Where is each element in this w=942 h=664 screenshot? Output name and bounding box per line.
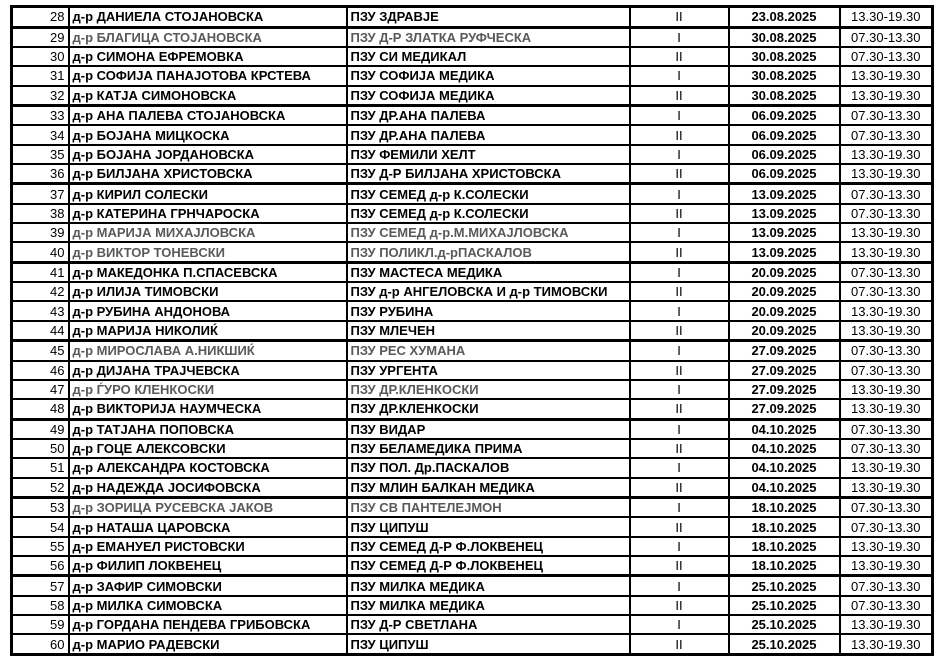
table-row: [12, 105, 933, 125]
doctor-name-cell: д-р БОЈАНА МИЦКОСКА: [69, 125, 347, 144]
doctor-name-cell: д-р ВИКТОР ТОНЕВСКИ: [69, 242, 347, 262]
doctor-name-cell: д-р БЛАГИЦА СТОЈАНОВСКА: [69, 27, 347, 47]
time-cell: 13.30-19.30: [840, 66, 933, 85]
row-number-cell: 47: [12, 380, 69, 399]
clinic-name-cell: ПЗУ СЕМЕД д-р.М.МИХАЈЛОВСКА: [347, 223, 630, 242]
row-number-cell: 53: [12, 498, 69, 518]
time-cell: 13.30-19.30: [840, 615, 933, 634]
row-number-cell: 36: [12, 164, 69, 184]
table-row: [12, 27, 933, 47]
date-cell: 04.10.2025: [729, 458, 840, 477]
date-cell: 13.09.2025: [729, 242, 840, 262]
clinic-name-cell: ПЗУ ВИДАР: [347, 419, 630, 439]
doctor-name-cell: д-р РУБИНА АНДОНОВА: [69, 301, 347, 320]
table-row: [12, 301, 933, 320]
date-cell: 30.08.2025: [729, 86, 840, 106]
doctor-name-cell: д-р БИЛЈАНА ХРИСТОВСКА: [69, 164, 347, 184]
date-cell: 18.10.2025: [729, 498, 840, 518]
table-row: [12, 164, 933, 184]
date-cell: 06.09.2025: [729, 125, 840, 144]
date-cell: 27.09.2025: [729, 341, 840, 361]
doctor-name-cell: д-р ДАНИЕЛА СТОЈАНОВСКА: [69, 7, 347, 28]
row-number-cell: 34: [12, 125, 69, 144]
time-cell: 07.30-13.30: [840, 125, 933, 144]
shift-cell: I: [630, 576, 729, 596]
time-cell: 07.30-13.30: [840, 576, 933, 596]
time-cell: 07.30-13.30: [840, 184, 933, 204]
time-cell: 13.30-19.30: [840, 164, 933, 184]
doctor-name-cell: д-р ГОЦЕ АЛЕКСОВСКИ: [69, 439, 347, 458]
table-row: [12, 66, 933, 85]
shift-cell: I: [630, 105, 729, 125]
clinic-name-cell: ПЗУ ДР.КЛЕНКОСКИ: [347, 399, 630, 419]
clinic-name-cell: ПЗУ СЕМЕД Д-Р Ф.ЛОКВЕНЕЦ: [347, 556, 630, 576]
table-row: [12, 556, 933, 576]
shift-cell: II: [630, 282, 729, 301]
shift-cell: I: [630, 498, 729, 518]
shift-cell: I: [630, 66, 729, 85]
shift-cell: I: [630, 301, 729, 320]
date-cell: 06.09.2025: [729, 164, 840, 184]
shift-cell: II: [630, 125, 729, 144]
time-cell: 13.30-19.30: [840, 223, 933, 242]
time-cell: 07.30-13.30: [840, 262, 933, 282]
shift-cell: II: [630, 439, 729, 458]
doctor-name-cell: д-р МИРОСЛАВА А.НИКШИЌ: [69, 341, 347, 361]
table-row: [12, 576, 933, 596]
shift-cell: II: [630, 596, 729, 615]
row-number-cell: 58: [12, 596, 69, 615]
date-cell: 13.09.2025: [729, 184, 840, 204]
table-row: [12, 439, 933, 458]
row-number-cell: 37: [12, 184, 69, 204]
date-cell: 06.09.2025: [729, 145, 840, 164]
doctor-name-cell: д-р АЛЕКСАНДРА КОСТОВСКА: [69, 458, 347, 477]
clinic-name-cell: ПЗУ ЦИПУШ: [347, 517, 630, 536]
clinic-name-cell: ПЗУ УРГЕНТА: [347, 361, 630, 380]
time-cell: 13.30-19.30: [840, 145, 933, 164]
date-cell: 20.09.2025: [729, 262, 840, 282]
shift-cell: II: [630, 47, 729, 66]
time-cell: 07.30-13.30: [840, 361, 933, 380]
time-cell: 07.30-13.30: [840, 204, 933, 223]
time-cell: 07.30-13.30: [840, 419, 933, 439]
doctor-name-cell: д-р БОЈАНА ЈОРДАНОВСКА: [69, 145, 347, 164]
row-number-cell: 40: [12, 242, 69, 262]
doctor-name-cell: д-р ЗАФИР СИМОВСКИ: [69, 576, 347, 596]
shift-cell: II: [630, 7, 729, 28]
time-cell: 13.30-19.30: [840, 86, 933, 106]
row-number-cell: 55: [12, 537, 69, 556]
doctor-name-cell: д-р ФИЛИП ЛОКВЕНЕЦ: [69, 556, 347, 576]
shift-cell: II: [630, 204, 729, 223]
row-number-cell: 49: [12, 419, 69, 439]
date-cell: 30.08.2025: [729, 27, 840, 47]
table-row: [12, 242, 933, 262]
doctor-name-cell: д-р МАКЕДОНКА П.СПАСЕВСКА: [69, 262, 347, 282]
doctor-name-cell: д-р КАТЈА СИМОНОВСКА: [69, 86, 347, 106]
clinic-name-cell: ПЗУ Д-Р БИЛЈАНА ХРИСТОВСКА: [347, 164, 630, 184]
row-number-cell: 50: [12, 439, 69, 458]
row-number-cell: 38: [12, 204, 69, 223]
clinic-name-cell: ПЗУ МЛЕЧЕН: [347, 321, 630, 341]
shift-cell: II: [630, 321, 729, 341]
doctor-name-cell: д-р СИМОНА ЕФРЕМОВКА: [69, 47, 347, 66]
time-cell: 07.30-13.30: [840, 498, 933, 518]
doctor-name-cell: д-р КИРИЛ СОЛЕСКИ: [69, 184, 347, 204]
doctor-name-cell: д-р ЗОРИЦА РУСЕВСКА ЈАКОВ: [69, 498, 347, 518]
time-cell: 13.30-19.30: [840, 458, 933, 477]
table-row: [12, 399, 933, 419]
row-number-cell: 28: [12, 7, 69, 28]
table-row: [12, 145, 933, 164]
shift-cell: I: [630, 27, 729, 47]
clinic-name-cell: ПЗУ Д-Р СВЕТЛАНА: [347, 615, 630, 634]
doctor-name-cell: д-р МАРИЈА МИХАЈЛОВСКА: [69, 223, 347, 242]
date-cell: 04.10.2025: [729, 439, 840, 458]
table-row: [12, 380, 933, 399]
row-number-cell: 51: [12, 458, 69, 477]
clinic-name-cell: ПЗУ ДР.АНА ПАЛЕВА: [347, 105, 630, 125]
shift-cell: II: [630, 634, 729, 654]
table-row: [12, 361, 933, 380]
table-row: [12, 537, 933, 556]
time-cell: 13.30-19.30: [840, 301, 933, 320]
doctor-name-cell: д-р КАТЕРИНА ГРНЧАРОСКА: [69, 204, 347, 223]
table-row: [12, 419, 933, 439]
time-cell: 07.30-13.30: [840, 47, 933, 66]
row-number-cell: 41: [12, 262, 69, 282]
time-cell: 07.30-13.30: [840, 439, 933, 458]
date-cell: 13.09.2025: [729, 223, 840, 242]
table-row: [12, 321, 933, 341]
doctor-name-cell: д-р ЕМАНУЕЛ РИСТОВСКИ: [69, 537, 347, 556]
row-number-cell: 42: [12, 282, 69, 301]
row-number-cell: 54: [12, 517, 69, 536]
doctor-name-cell: д-р МИЛКА СИМОВСКА: [69, 596, 347, 615]
date-cell: 25.10.2025: [729, 615, 840, 634]
time-cell: 13.30-19.30: [840, 321, 933, 341]
table-row: [12, 184, 933, 204]
shift-cell: II: [630, 361, 729, 380]
table-row: [12, 498, 933, 518]
table-row: [12, 596, 933, 615]
clinic-name-cell: ПЗУ СОФИЈА МЕДИКА: [347, 86, 630, 106]
clinic-name-cell: ПЗУ ПОЛ. Др.ПАСКАЛОВ: [347, 458, 630, 477]
doctor-name-cell: д-р АНА ПАЛЕВА СТОЈАНОВСКА: [69, 105, 347, 125]
time-cell: 07.30-13.30: [840, 517, 933, 536]
row-number-cell: 46: [12, 361, 69, 380]
time-cell: 13.30-19.30: [840, 634, 933, 654]
schedule-table-body: [12, 7, 933, 655]
clinic-name-cell: ПЗУ СЕМЕД д-р К.СОЛЕСКИ: [347, 204, 630, 223]
duty-schedule-table: [10, 5, 934, 656]
date-cell: 30.08.2025: [729, 66, 840, 85]
clinic-name-cell: ПЗУ МАСТЕСА МЕДИКА: [347, 262, 630, 282]
date-cell: 30.08.2025: [729, 47, 840, 66]
date-cell: 25.10.2025: [729, 576, 840, 596]
row-number-cell: 60: [12, 634, 69, 654]
table-row: [12, 458, 933, 477]
table-row: [12, 282, 933, 301]
row-number-cell: 31: [12, 66, 69, 85]
doctor-name-cell: д-р ВИКТОРИЈА НАУМЧЕСКА: [69, 399, 347, 419]
row-number-cell: 29: [12, 27, 69, 47]
clinic-name-cell: ПЗУ ДР.АНА ПАЛЕВА: [347, 125, 630, 144]
shift-cell: I: [630, 615, 729, 634]
doctor-name-cell: д-р НАТАША ЦАРОВСКА: [69, 517, 347, 536]
table-row: [12, 262, 933, 282]
time-cell: 07.30-13.30: [840, 27, 933, 47]
table-row: [12, 478, 933, 498]
clinic-name-cell: ПЗУ РУБИНА: [347, 301, 630, 320]
time-cell: 13.30-19.30: [840, 478, 933, 498]
clinic-name-cell: ПЗУ СЕМЕД Д-Р Ф.ЛОКВЕНЕЦ: [347, 537, 630, 556]
doctor-name-cell: д-р ИЛИЈА ТИМОВСКИ: [69, 282, 347, 301]
date-cell: 23.08.2025: [729, 7, 840, 28]
time-cell: 13.30-19.30: [840, 399, 933, 419]
date-cell: 20.09.2025: [729, 282, 840, 301]
doctor-name-cell: д-р ГОРДАНА ПЕНДЕВА ГРИБОВСКА: [69, 615, 347, 634]
clinic-name-cell: ПЗУ СЕМЕД д-р К.СОЛЕСКИ: [347, 184, 630, 204]
time-cell: 07.30-13.30: [840, 341, 933, 361]
shift-cell: II: [630, 478, 729, 498]
row-number-cell: 33: [12, 105, 69, 125]
row-number-cell: 35: [12, 145, 69, 164]
shift-cell: I: [630, 223, 729, 242]
shift-cell: I: [630, 537, 729, 556]
time-cell: 07.30-13.30: [840, 282, 933, 301]
time-cell: 13.30-19.30: [840, 242, 933, 262]
row-number-cell: 57: [12, 576, 69, 596]
date-cell: 25.10.2025: [729, 596, 840, 615]
date-cell: 18.10.2025: [729, 517, 840, 536]
date-cell: 04.10.2025: [729, 419, 840, 439]
clinic-name-cell: ПЗУ РЕС ХУМАНА: [347, 341, 630, 361]
date-cell: 27.09.2025: [729, 399, 840, 419]
shift-cell: II: [630, 517, 729, 536]
clinic-name-cell: ПЗУ ДР.КЛЕНКОСКИ: [347, 380, 630, 399]
date-cell: 27.09.2025: [729, 361, 840, 380]
doctor-name-cell: д-р МАРИО РАДЕВСКИ: [69, 634, 347, 654]
clinic-name-cell: ПЗУ СОФИЈА МЕДИКА: [347, 66, 630, 85]
table-row: [12, 125, 933, 144]
clinic-name-cell: ПЗУ ПОЛИКЛ.д-рПАСКАЛОВ: [347, 242, 630, 262]
table-row: [12, 615, 933, 634]
table-row: [12, 223, 933, 242]
doctor-name-cell: д-р НАДЕЖДА ЈОСИФОВСКА: [69, 478, 347, 498]
shift-cell: II: [630, 399, 729, 419]
time-cell: 13.30-19.30: [840, 556, 933, 576]
table-row: [12, 47, 933, 66]
clinic-name-cell: ПЗУ ЦИПУШ: [347, 634, 630, 654]
date-cell: 04.10.2025: [729, 478, 840, 498]
time-cell: 07.30-13.30: [840, 105, 933, 125]
clinic-name-cell: ПЗУ МЛИН БАЛКАН МЕДИКА: [347, 478, 630, 498]
row-number-cell: 30: [12, 47, 69, 66]
shift-cell: I: [630, 380, 729, 399]
row-number-cell: 44: [12, 321, 69, 341]
clinic-name-cell: ПЗУ МИЛКА МЕДИКА: [347, 576, 630, 596]
shift-cell: I: [630, 341, 729, 361]
shift-cell: I: [630, 262, 729, 282]
clinic-name-cell: ПЗУ д-р АНГЕЛОВСКА И д-р ТИМОВСКИ: [347, 282, 630, 301]
shift-cell: I: [630, 419, 729, 439]
row-number-cell: 48: [12, 399, 69, 419]
doctor-name-cell: д-р СОФИЈА ПАНАЈОТОВА КРСТЕВА: [69, 66, 347, 85]
row-number-cell: 56: [12, 556, 69, 576]
time-cell: 13.30-19.30: [840, 537, 933, 556]
row-number-cell: 32: [12, 86, 69, 106]
shift-cell: II: [630, 242, 729, 262]
time-cell: 13.30-19.30: [840, 7, 933, 28]
date-cell: 25.10.2025: [729, 634, 840, 654]
clinic-name-cell: ПЗУ МИЛКА МЕДИКА: [347, 596, 630, 615]
doctor-name-cell: д-р ТАТЈАНА ПОПОВСКА: [69, 419, 347, 439]
shift-cell: I: [630, 458, 729, 477]
clinic-name-cell: ПЗУ СИ МЕДИКАЛ: [347, 47, 630, 66]
row-number-cell: 45: [12, 341, 69, 361]
shift-cell: II: [630, 164, 729, 184]
row-number-cell: 59: [12, 615, 69, 634]
date-cell: 27.09.2025: [729, 380, 840, 399]
doctor-name-cell: д-р ЃУРО КЛЕНКОСКИ: [69, 380, 347, 399]
clinic-name-cell: ПЗУ ФЕМИЛИ ХЕЛТ: [347, 145, 630, 164]
shift-cell: I: [630, 145, 729, 164]
row-number-cell: 43: [12, 301, 69, 320]
row-number-cell: 52: [12, 478, 69, 498]
date-cell: 13.09.2025: [729, 204, 840, 223]
table-row: [12, 341, 933, 361]
shift-cell: I: [630, 184, 729, 204]
date-cell: 18.10.2025: [729, 537, 840, 556]
date-cell: 06.09.2025: [729, 105, 840, 125]
table-row: [12, 204, 933, 223]
date-cell: 20.09.2025: [729, 301, 840, 320]
clinic-name-cell: ПЗУ Д-Р ЗЛАТКА РУФЧЕСКА: [347, 27, 630, 47]
table-row: [12, 7, 933, 28]
table-row: [12, 517, 933, 536]
row-number-cell: 39: [12, 223, 69, 242]
doctor-name-cell: д-р ДИЈАНА ТРАЈЧЕВСКА: [69, 361, 347, 380]
time-cell: 13.30-19.30: [840, 380, 933, 399]
clinic-name-cell: ПЗУ ЗДРАВЈЕ: [347, 7, 630, 28]
table-row: [12, 634, 933, 654]
date-cell: 20.09.2025: [729, 321, 840, 341]
date-cell: 18.10.2025: [729, 556, 840, 576]
clinic-name-cell: ПЗУ СВ ПАНТЕЛЕЈМОН: [347, 498, 630, 518]
time-cell: 07.30-13.30: [840, 596, 933, 615]
table-row: [12, 86, 933, 106]
shift-cell: II: [630, 556, 729, 576]
shift-cell: II: [630, 86, 729, 106]
clinic-name-cell: ПЗУ БЕЛАМЕДИКА ПРИМА: [347, 439, 630, 458]
doctor-name-cell: д-р МАРИЈА НИКОЛИЌ: [69, 321, 347, 341]
